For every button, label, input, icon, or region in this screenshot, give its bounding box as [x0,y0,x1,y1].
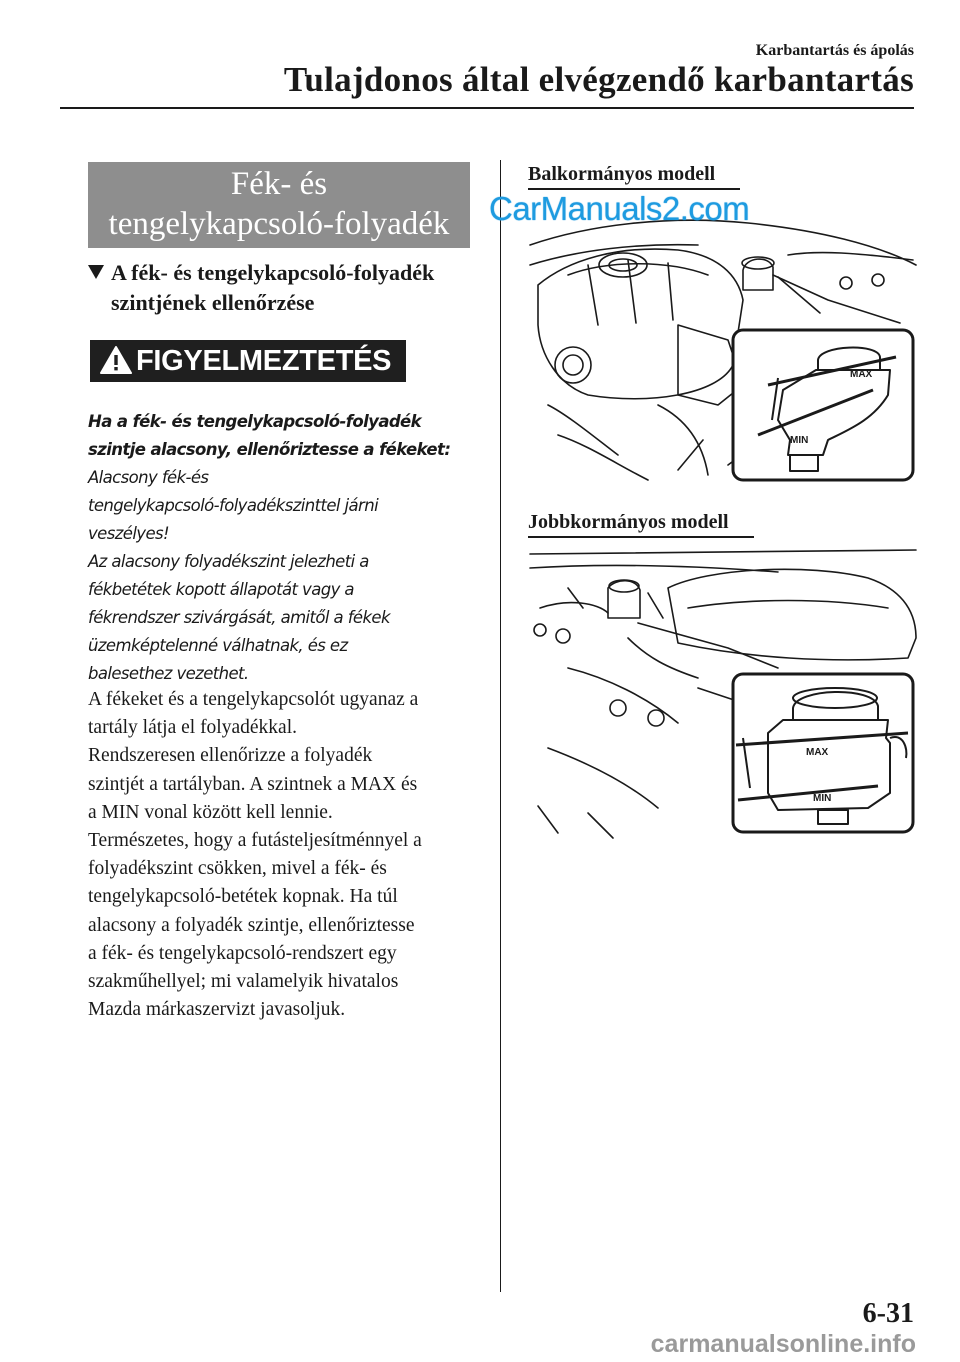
body-line: szakműhellyel; mi valamelyik hivatalos [88,971,399,993]
subheading [88,258,480,318]
body-line: tengelykapcsoló-betétek kopnak. Ha túl [88,886,398,908]
column-divider [500,160,501,1292]
warning-line: fékrendszer szivárgását, amitől a fékek [88,608,390,627]
warning-icon [100,345,132,375]
subheading-line2: szintjének ellenőrzése [111,290,315,315]
body-line: tartály látja el folyadékkal. [88,717,297,739]
max-mark: MAX [850,369,873,380]
section-title-box [88,162,470,248]
body-line: folyadékszint csökken, mivel a fék- és [88,858,387,880]
min-mark: MIN [790,435,809,446]
figure-label-underline [528,536,754,538]
warning-line: balesethez vezethet. [88,664,249,683]
left-hand-drive-engine-illustration [528,205,918,490]
subheading-line1: A fék- és tengelykapcsoló-folyadék [111,260,435,285]
warning-banner [90,340,406,382]
page-title: Tulajdonos által elvégzendő karbantartás [283,60,914,99]
warning-line: üzemképtelenné válhatnak, és ez [88,636,348,655]
body-line: Rendszeresen ellenőrizze a folyadék [88,745,373,767]
right-hand-drive-engine-illustration [528,548,918,840]
warning-bold-line: szintje alacsony, ellenőriztesse a fékeket: [88,440,451,459]
body-line: alacsony a folyadék szintje, ellenőriztesse [88,914,415,936]
min-mark: MIN [813,793,832,804]
warning-bold-line: Ha a fék- és tengelykapcsoló-folyadék [88,412,422,431]
warning-line: Alacsony fék-és [88,468,209,487]
warning-text [88,408,478,688]
warning-line: veszélyes! [88,524,170,543]
header-rule [60,107,914,109]
body-line: szintjét a tartályban. A szintnek a MAX és [88,773,418,795]
figure-label-left-hand [528,163,740,190]
triangle-bullet-icon [88,265,104,279]
body-line: a MIN vonal között kell lennie. [88,801,333,823]
section-title-line1: Fék- és [230,166,328,202]
warning-line: Az alacsony folyadékszint jelezheti a [88,552,369,571]
body-text [88,686,480,1024]
figure-label-text: Balkormányos modell [528,163,716,185]
warning-line: fékbetétek kopott állapotát vagy a [88,580,354,599]
body-line: Természetes, hogy a futásteljesítménnyel a [88,830,422,852]
chapter-title: Karbantartás és ápolás [755,42,914,59]
body-line: Mazda márkaszervizt javasoljuk. [88,999,346,1021]
figure-label-text: Jobbkormányos modell [528,511,729,533]
footer-watermark: carmanualsonline.info [650,1330,916,1358]
section-title-line2: tengelykapcsoló-folyadék [108,206,450,242]
page-number: 6-31 [862,1298,914,1329]
figure-label-right-hand [528,511,754,538]
body-line: a fék- és tengelykapcsoló-rendszert egy [88,942,397,964]
warning-line: tengelykapcsoló-folyadékszinttel járni [88,496,379,515]
warning-label: FIGYELMEZTETÉS [136,344,392,377]
watermark-text: CarManuals2.com [489,190,750,227]
body-line: A fékeket és a tengelykapcsolót ugyanaz a [88,689,419,710]
max-mark: MAX [806,747,829,758]
